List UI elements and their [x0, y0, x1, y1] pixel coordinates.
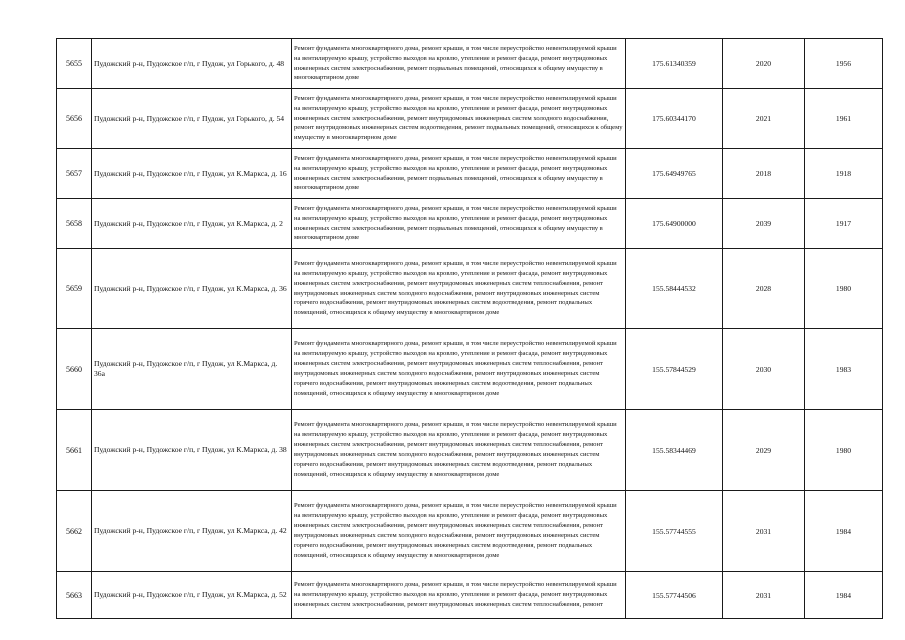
- works-text: Ремонт фундамента многоквартирного дома, ремонт крыши, в том числе переустройство невентилируемой крыши на вентилируемую крышу, устройство выходов на кровлю, утепление и ремонт фасада, ремонт внутридомовых инженерных систем электроснабжения, ремонт внутридомовых инженерных систем теплоснабжения, ремонт: [294, 581, 617, 608]
- planned-year-cell: 2031: [723, 491, 805, 572]
- build-year-cell: 1984: [805, 491, 883, 572]
- works-cell: [292, 491, 626, 572]
- works-text: Ремонт фундамента многоквартирного дома, ремонт крыши, в том числе переустройство невентилируемой крыши на вентилируемую крышу, устройство выходов на кровлю, утепление и ремонт фасада, ремонт внутридомовых инженерных систем электроснабжения, ремонт внутридомовых инженерных систем теплоснабжения, ремонт внутридомовых инженерных систем холодного водоснабжения, ремонт внутридомовых инженерных систем горячего водоснабжения, ремонт внутридомовых инженерных систем водоотведения, ремонт подвальных помещений, относящихся к общему имуществу в многоквартирном доме: [294, 421, 617, 478]
- address-cell: Пудожский р-н, Пудожское г/п, г Пудож, ул К.Маркса, д. 36: [92, 249, 292, 329]
- address-cell: Пудожский р-н, Пудожское г/п, г Пудож, ул К.Маркса, д. 52: [92, 572, 292, 619]
- table-row: [57, 249, 883, 329]
- works-cell: [292, 249, 626, 329]
- planned-year-cell: 2029: [723, 410, 805, 491]
- planned-year-cell: 2018: [723, 149, 805, 199]
- works-text: Ремонт фундамента многоквартирного дома, ремонт крыши, в том числе переустройство невентилируемой крыши на вентилируемую крышу, устройство выходов на кровлю, утепление и ремонт фасада, ремонт внутридомовых инженерных систем электроснабжения, ремонт подвальных помещений, относящихся к общему имуществу в многоквартирном доме: [294, 154, 617, 192]
- row-number: 5658: [57, 199, 92, 249]
- address-cell: Пудожский р-н, Пудожское г/п, г Пудож, ул Горького, д. 48: [92, 39, 292, 89]
- area-cell: 175.60344170: [626, 89, 723, 149]
- address-cell: Пудожский р-н, Пудожское г/п, г Пудож, ул Горького, д. 54: [92, 89, 292, 149]
- build-year-cell: 1956: [805, 39, 883, 89]
- area-cell: 155.58444532: [626, 249, 723, 329]
- row-number: 5660: [57, 329, 92, 410]
- works-cell: [292, 39, 626, 89]
- works-text: Ремонт фундамента многоквартирного дома, ремонт крыши, в том числе переустройство невентилируемой крыши на вентилируемую крышу, устройство выходов на кровлю, утепление и ремонт фасада, ремонт внутридомовых инженерных систем электроснабжения, ремонт внутридомовых инженерных систем теплоснабжения, ремонт внутридомовых инженерных систем холодного водоснабжения, ремонт внутридомовых инженерных систем горячего водоснабжения, ремонт внутридомовых инженерных систем водоотведения, ремонт подвальных помещений, относящихся к общему имуществу в многоквартирном доме: [294, 502, 617, 559]
- build-year-cell: 1980: [805, 249, 883, 329]
- works-text: Ремонт фундамента многоквартирного дома, ремонт крыши, в том числе переустройство невентилируемой крыши на вентилируемую крышу, устройство выходов на кровлю, утепление и ремонт фасада, ремонт внутридомовых инженерных систем электроснабжения, ремонт внутридомовых инженерных систем теплоснабжения, ремонт внутридомовых инженерных систем холодного водоснабжения, ремонт внутридомовых инженерных систем горячего водоснабжения, ремонт внутридомовых инженерных систем водоотведения, ремонт подвальных помещений, относящихся к общему имуществу в многоквартирном доме: [294, 340, 617, 397]
- planned-year-cell: 2030: [723, 329, 805, 410]
- planned-year-cell: 2039: [723, 199, 805, 249]
- row-number: 5657: [57, 149, 92, 199]
- build-year-cell: 1918: [805, 149, 883, 199]
- works-text: Ремонт фундамента многоквартирного дома, ремонт крыши, в том числе переустройство невентилируемой крыши на вентилируемую крышу, устройство выходов на кровлю, утепление и ремонт фасада, ремонт внутридомовых инженерных систем электроснабжения, ремонт внутридомовых инженерных систем холодного водоснабжения, ремонт внутридомовых инженерных систем водоотведения, ремонт подвальных помещений, относящихся к общему имуществу в многоквартирном доме: [294, 94, 623, 142]
- row-number: 5662: [57, 491, 92, 572]
- row-number: 5663: [57, 572, 92, 619]
- works-cell: [292, 410, 626, 491]
- build-year-cell: 1980: [805, 410, 883, 491]
- area-cell: 155.57844529: [626, 329, 723, 410]
- area-cell: 155.57744555: [626, 491, 723, 572]
- area-cell: 175.64900000: [626, 199, 723, 249]
- build-year-cell: 1983: [805, 329, 883, 410]
- table-row: [57, 199, 883, 249]
- table-row: [57, 149, 883, 199]
- table-row: [57, 491, 883, 572]
- planned-year-cell: 2031: [723, 572, 805, 619]
- planned-year-cell: 2028: [723, 249, 805, 329]
- build-year-cell: 1917: [805, 199, 883, 249]
- works-cell: [292, 572, 626, 619]
- row-number: 5661: [57, 410, 92, 491]
- area-cell: 175.64949765: [626, 149, 723, 199]
- address-cell: Пудожский р-н, Пудожское г/п, г Пудож, ул К.Маркса, д. 38: [92, 410, 292, 491]
- area-cell: 175.61340359: [626, 39, 723, 89]
- area-cell: 155.57744506: [626, 572, 723, 619]
- address-cell: Пудожский р-н, Пудожское г/п, г Пудож, ул К.Маркса, д. 16: [92, 149, 292, 199]
- works-cell: [292, 329, 626, 410]
- row-number: 5656: [57, 89, 92, 149]
- row-number: 5655: [57, 39, 92, 89]
- address-cell: Пудожский р-н, Пудожское г/п, г Пудож, ул К.Маркса, д. 36а: [92, 329, 292, 410]
- table-row: [57, 572, 883, 619]
- build-year-cell: 1984: [805, 572, 883, 619]
- address-cell: Пудожский р-н, Пудожское г/п, г Пудож, ул К.Маркса, д. 42: [92, 491, 292, 572]
- build-year-cell: 1961: [805, 89, 883, 149]
- address-cell: Пудожский р-н, Пудожское г/п, г Пудож, ул К.Маркса, д. 2: [92, 199, 292, 249]
- works-text: Ремонт фундамента многоквартирного дома, ремонт крыши, в том числе переустройство невентилируемой крыши на вентилируемую крышу, устройство выходов на кровлю, утепление и ремонт фасада, ремонт внутридомовых инженерных систем электроснабжения, ремонт внутридомовых инженерных систем теплоснабжения, ремонт внутридомовых инженерных систем холодного водоснабжения, ремонт внутридомовых инженерных систем горячего водоснабжения, ремонт внутридомовых инженерных систем водоотведения, ремонт подвальных помещений, относящихся к общему имуществу в многоквартирном доме: [294, 259, 617, 317]
- works-text: Ремонт фундамента многоквартирного дома, ремонт крыши, в том числе переустройство невентилируемой крыши на вентилируемую крышу, устройство выходов на кровлю, утепление и ремонт фасада, ремонт внутридомовых инженерных систем электроснабжения, ремонт подвальных помещений, относящихся к общему имуществу в многоквартирном доме: [294, 44, 617, 82]
- area-cell: 155.58344469: [626, 410, 723, 491]
- table-row: [57, 410, 883, 491]
- row-number: 5659: [57, 249, 92, 329]
- works-cell: [292, 89, 626, 149]
- works-text: Ремонт фундамента многоквартирного дома, ремонт крыши, в том числе переустройство невентилируемой крыши на вентилируемую крышу, устройство выходов на кровлю, утепление и ремонт фасада, ремонт внутридомовых инженерных систем электроснабжения, ремонт подвальных помещений, относящихся к общему имуществу в многоквартирном доме: [294, 204, 617, 242]
- registry-table: [56, 38, 883, 619]
- table-row: [57, 39, 883, 89]
- table-row: [57, 89, 883, 149]
- planned-year-cell: 2020: [723, 39, 805, 89]
- planned-year-cell: 2021: [723, 89, 805, 149]
- works-cell: [292, 149, 626, 199]
- table-row: [57, 329, 883, 410]
- works-cell: [292, 199, 626, 249]
